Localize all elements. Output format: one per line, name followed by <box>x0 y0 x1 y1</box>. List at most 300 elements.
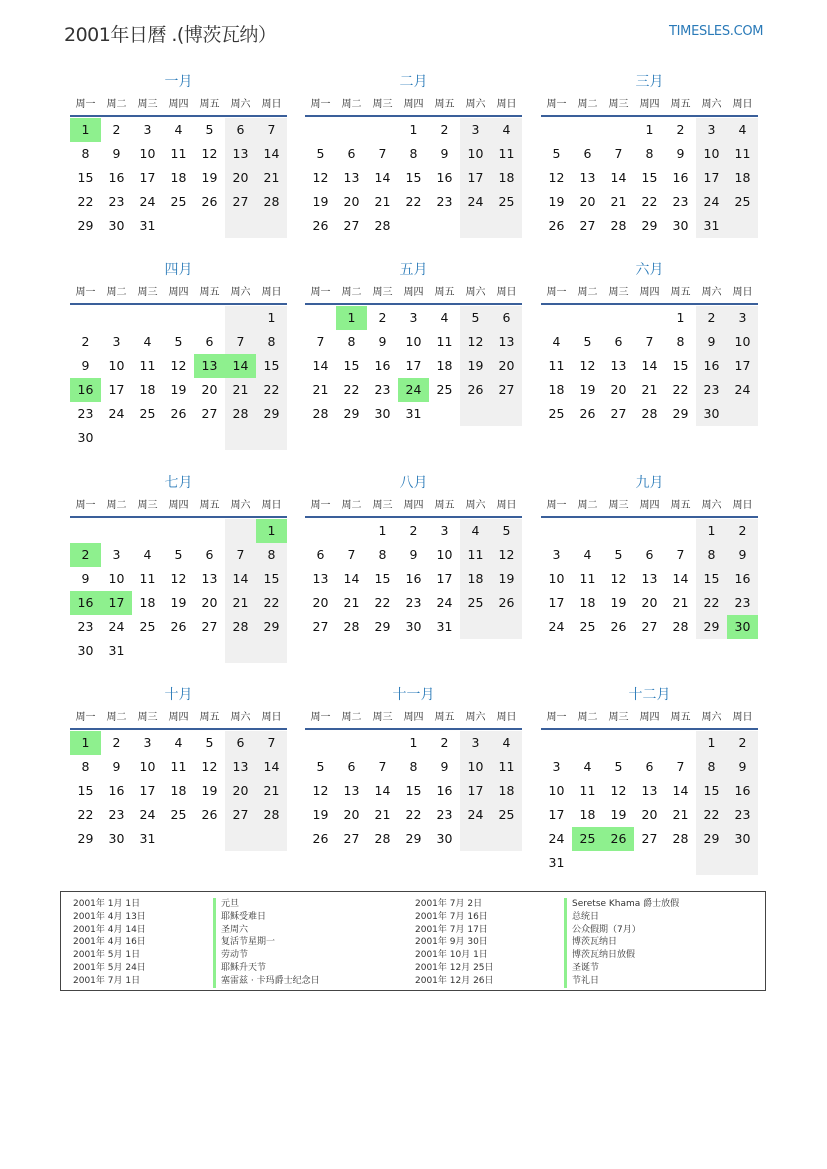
day-cell[interactable]: 27 <box>201 406 218 421</box>
day-cell[interactable]: 17 <box>139 783 156 798</box>
day-cell[interactable]: 1 <box>70 731 101 755</box>
day-cell[interactable]: 25 <box>727 190 758 214</box>
day-cell[interactable]: 16 <box>108 170 125 185</box>
day-cell[interactable]: 9 <box>112 759 121 774</box>
day-cell[interactable]: 26 <box>548 218 565 233</box>
day-cell[interactable]: 5 <box>614 759 623 774</box>
day-cell[interactable]: 13 <box>312 571 329 586</box>
day-cell[interactable]: 21 <box>256 779 287 803</box>
day-cell[interactable]: 27 <box>610 406 627 421</box>
day-cell[interactable]: 29 <box>256 615 287 639</box>
day-cell[interactable]: 19 <box>548 194 565 209</box>
day-cell[interactable]: 13 <box>491 330 522 354</box>
day-cell[interactable]: 18 <box>579 807 596 822</box>
day-cell[interactable]: 20 <box>641 595 658 610</box>
day-cell[interactable]: 15 <box>405 170 422 185</box>
day-cell[interactable]: 7 <box>676 547 685 562</box>
day-cell[interactable]: 2 <box>112 122 121 137</box>
day-cell[interactable]: 17 <box>727 354 758 378</box>
day-cell[interactable]: 24 <box>436 595 453 610</box>
day-cell[interactable]: 24 <box>398 378 429 402</box>
day-cell[interactable]: 6 <box>583 146 592 161</box>
day-cell[interactable]: 2 <box>112 735 121 750</box>
day-cell[interactable]: 23 <box>77 406 94 421</box>
day-cell[interactable]: 10 <box>460 142 491 166</box>
day-cell[interactable]: 10 <box>139 759 156 774</box>
day-cell[interactable]: 19 <box>312 194 329 209</box>
day-cell[interactable]: 3 <box>727 306 758 330</box>
day-cell[interactable]: 8 <box>696 543 727 567</box>
day-cell[interactable]: 16 <box>70 591 101 615</box>
day-cell[interactable]: 30 <box>108 218 125 233</box>
day-cell[interactable]: 23 <box>727 591 758 615</box>
day-cell[interactable]: 16 <box>672 170 689 185</box>
day-cell[interactable]: 18 <box>491 166 522 190</box>
day-cell[interactable]: 11 <box>727 142 758 166</box>
day-cell[interactable]: 5 <box>205 735 214 750</box>
day-cell[interactable]: 20 <box>201 382 218 397</box>
day-cell[interactable]: 27 <box>641 619 658 634</box>
day-cell[interactable]: 24 <box>139 807 156 822</box>
day-cell[interactable]: 14 <box>374 170 391 185</box>
day-cell[interactable]: 20 <box>491 354 522 378</box>
day-cell[interactable]: 27 <box>312 619 329 634</box>
day-cell[interactable]: 4 <box>727 118 758 142</box>
day-cell[interactable]: 22 <box>77 807 94 822</box>
day-cell[interactable]: 9 <box>440 146 449 161</box>
day-cell[interactable]: 18 <box>436 358 453 373</box>
day-cell[interactable]: 1 <box>256 519 287 543</box>
day-cell[interactable]: 14 <box>672 783 689 798</box>
day-cell[interactable]: 9 <box>81 571 90 586</box>
day-cell[interactable]: 19 <box>312 807 329 822</box>
day-cell[interactable]: 26 <box>170 619 187 634</box>
day-cell[interactable]: 17 <box>460 166 491 190</box>
day-cell[interactable]: 30 <box>727 827 758 851</box>
day-cell[interactable]: 14 <box>343 571 360 586</box>
day-cell[interactable]: 6 <box>645 547 654 562</box>
day-cell[interactable]: 27 <box>201 619 218 634</box>
day-cell[interactable]: 21 <box>225 591 256 615</box>
day-cell[interactable]: 2 <box>409 523 418 538</box>
day-cell[interactable]: 29 <box>672 406 689 421</box>
day-cell[interactable]: 8 <box>696 755 727 779</box>
day-cell[interactable]: 1 <box>645 122 654 137</box>
day-cell[interactable]: 25 <box>139 619 156 634</box>
day-cell[interactable]: 27 <box>343 218 360 233</box>
day-cell[interactable]: 22 <box>256 378 287 402</box>
day-cell[interactable]: 5 <box>491 519 522 543</box>
day-cell[interactable]: 12 <box>170 571 187 586</box>
day-cell[interactable]: 22 <box>641 194 658 209</box>
day-cell[interactable]: 28 <box>672 831 689 846</box>
day-cell[interactable]: 11 <box>139 358 156 373</box>
day-cell[interactable]: 11 <box>579 783 596 798</box>
day-cell[interactable]: 14 <box>610 170 627 185</box>
day-cell[interactable]: 5 <box>174 334 183 349</box>
day-cell[interactable]: 2 <box>676 122 685 137</box>
day-cell[interactable]: 1 <box>409 122 418 137</box>
day-cell[interactable]: 12 <box>579 358 596 373</box>
day-cell[interactable]: 28 <box>312 406 329 421</box>
day-cell[interactable]: 30 <box>696 402 727 426</box>
day-cell[interactable]: 3 <box>112 547 121 562</box>
day-cell[interactable]: 10 <box>108 358 125 373</box>
day-cell[interactable]: 11 <box>460 543 491 567</box>
day-cell[interactable]: 9 <box>378 334 387 349</box>
day-cell[interactable]: 6 <box>645 759 654 774</box>
day-cell[interactable]: 11 <box>548 358 565 373</box>
day-cell[interactable]: 12 <box>170 358 187 373</box>
day-cell[interactable]: 4 <box>174 735 183 750</box>
day-cell[interactable]: 29 <box>696 827 727 851</box>
day-cell[interactable]: 13 <box>641 783 658 798</box>
day-cell[interactable]: 8 <box>409 759 418 774</box>
day-cell[interactable]: 15 <box>343 358 360 373</box>
day-cell[interactable]: 5 <box>205 122 214 137</box>
day-cell[interactable]: 7 <box>645 334 654 349</box>
day-cell[interactable]: 15 <box>405 783 422 798</box>
day-cell[interactable]: 28 <box>672 619 689 634</box>
day-cell[interactable]: 2 <box>440 122 449 137</box>
day-cell[interactable]: 30 <box>672 218 689 233</box>
day-cell[interactable]: 25 <box>436 382 453 397</box>
day-cell[interactable]: 2 <box>81 334 90 349</box>
day-cell[interactable]: 14 <box>225 567 256 591</box>
day-cell[interactable]: 26 <box>491 591 522 615</box>
day-cell[interactable]: 26 <box>201 807 218 822</box>
day-cell[interactable]: 14 <box>256 142 287 166</box>
day-cell[interactable]: 20 <box>343 194 360 209</box>
day-cell[interactable]: 25 <box>548 406 565 421</box>
day-cell[interactable]: 22 <box>696 591 727 615</box>
day-cell[interactable]: 8 <box>378 547 387 562</box>
day-cell[interactable]: 15 <box>696 567 727 591</box>
day-cell[interactable]: 23 <box>727 803 758 827</box>
day-cell[interactable]: 28 <box>374 831 391 846</box>
day-cell[interactable]: 28 <box>256 803 287 827</box>
day-cell[interactable]: 11 <box>170 146 187 161</box>
day-cell[interactable]: 23 <box>77 619 94 634</box>
day-cell[interactable]: 12 <box>610 783 627 798</box>
day-cell[interactable]: 22 <box>77 194 94 209</box>
day-cell[interactable]: 20 <box>312 595 329 610</box>
day-cell[interactable]: 10 <box>139 146 156 161</box>
day-cell[interactable]: 30 <box>108 831 125 846</box>
day-cell[interactable]: 25 <box>139 406 156 421</box>
day-cell[interactable]: 15 <box>672 358 689 373</box>
day-cell[interactable]: 20 <box>610 382 627 397</box>
day-cell[interactable]: 22 <box>256 591 287 615</box>
day-cell[interactable]: 13 <box>610 358 627 373</box>
day-cell[interactable]: 31 <box>108 643 125 658</box>
day-cell[interactable]: 10 <box>405 334 422 349</box>
day-cell[interactable]: 3 <box>460 731 491 755</box>
day-cell[interactable]: 4 <box>491 118 522 142</box>
day-cell[interactable]: 19 <box>170 382 187 397</box>
day-cell[interactable]: 3 <box>552 547 561 562</box>
day-cell[interactable]: 13 <box>579 170 596 185</box>
day-cell[interactable]: 17 <box>139 170 156 185</box>
day-cell[interactable]: 12 <box>548 170 565 185</box>
day-cell[interactable]: 15 <box>374 571 391 586</box>
day-cell[interactable]: 24 <box>548 619 565 634</box>
day-cell[interactable]: 20 <box>201 595 218 610</box>
day-cell[interactable]: 1 <box>336 306 367 330</box>
day-cell[interactable]: 28 <box>256 190 287 214</box>
day-cell[interactable]: 21 <box>374 807 391 822</box>
day-cell[interactable]: 30 <box>77 430 94 445</box>
day-cell[interactable]: 14 <box>312 358 329 373</box>
day-cell[interactable]: 3 <box>440 523 449 538</box>
day-cell[interactable]: 5 <box>614 547 623 562</box>
day-cell[interactable]: 29 <box>343 406 360 421</box>
day-cell[interactable]: 10 <box>696 142 727 166</box>
day-cell[interactable]: 21 <box>610 194 627 209</box>
day-cell[interactable]: 7 <box>225 543 256 567</box>
day-cell[interactable]: 4 <box>552 334 561 349</box>
day-cell[interactable]: 14 <box>641 358 658 373</box>
day-cell[interactable]: 3 <box>552 759 561 774</box>
day-cell[interactable]: 12 <box>491 543 522 567</box>
day-cell[interactable]: 23 <box>672 194 689 209</box>
day-cell[interactable]: 13 <box>343 170 360 185</box>
day-cell[interactable]: 7 <box>256 118 287 142</box>
day-cell[interactable]: 16 <box>405 571 422 586</box>
day-cell[interactable]: 19 <box>610 595 627 610</box>
day-cell[interactable]: 16 <box>696 354 727 378</box>
day-cell[interactable]: 25 <box>579 619 596 634</box>
day-cell[interactable]: 6 <box>225 731 256 755</box>
day-cell[interactable]: 27 <box>225 803 256 827</box>
day-cell[interactable]: 14 <box>256 755 287 779</box>
day-cell[interactable]: 3 <box>460 118 491 142</box>
day-cell[interactable]: 9 <box>409 547 418 562</box>
day-cell[interactable]: 18 <box>170 170 187 185</box>
day-cell[interactable]: 23 <box>436 194 453 209</box>
day-cell[interactable]: 28 <box>641 406 658 421</box>
day-cell[interactable]: 9 <box>112 146 121 161</box>
day-cell[interactable]: 25 <box>460 591 491 615</box>
day-cell[interactable]: 11 <box>491 142 522 166</box>
day-cell[interactable]: 25 <box>572 827 603 851</box>
day-cell[interactable]: 29 <box>77 831 94 846</box>
day-cell[interactable]: 6 <box>347 759 356 774</box>
day-cell[interactable]: 12 <box>610 571 627 586</box>
day-cell[interactable]: 8 <box>81 759 90 774</box>
day-cell[interactable]: 24 <box>139 194 156 209</box>
day-cell[interactable]: 25 <box>491 190 522 214</box>
day-cell[interactable]: 31 <box>139 831 156 846</box>
day-cell[interactable]: 5 <box>460 306 491 330</box>
day-cell[interactable]: 5 <box>583 334 592 349</box>
day-cell[interactable]: 20 <box>579 194 596 209</box>
day-cell[interactable]: 20 <box>641 807 658 822</box>
day-cell[interactable]: 14 <box>672 571 689 586</box>
day-cell[interactable]: 2 <box>727 731 758 755</box>
day-cell[interactable]: 19 <box>170 595 187 610</box>
day-cell[interactable]: 18 <box>170 783 187 798</box>
day-cell[interactable]: 27 <box>579 218 596 233</box>
day-cell[interactable]: 23 <box>108 807 125 822</box>
day-cell[interactable]: 1 <box>70 118 101 142</box>
day-cell[interactable]: 1 <box>676 310 685 325</box>
day-cell[interactable]: 18 <box>579 595 596 610</box>
day-cell[interactable]: 5 <box>552 146 561 161</box>
day-cell[interactable]: 18 <box>139 382 156 397</box>
day-cell[interactable]: 1 <box>696 731 727 755</box>
day-cell[interactable]: 19 <box>201 783 218 798</box>
day-cell[interactable]: 24 <box>548 831 565 846</box>
day-cell[interactable]: 3 <box>143 735 152 750</box>
day-cell[interactable]: 3 <box>143 122 152 137</box>
day-cell[interactable]: 21 <box>225 378 256 402</box>
day-cell[interactable]: 1 <box>378 523 387 538</box>
day-cell[interactable]: 6 <box>205 334 214 349</box>
day-cell[interactable]: 29 <box>641 218 658 233</box>
day-cell[interactable]: 2 <box>70 543 101 567</box>
day-cell[interactable]: 22 <box>405 807 422 822</box>
day-cell[interactable]: 5 <box>316 146 325 161</box>
day-cell[interactable]: 4 <box>460 519 491 543</box>
day-cell[interactable]: 27 <box>641 831 658 846</box>
day-cell[interactable]: 20 <box>225 166 256 190</box>
day-cell[interactable]: 23 <box>374 382 391 397</box>
day-cell[interactable]: 19 <box>579 382 596 397</box>
day-cell[interactable]: 21 <box>672 807 689 822</box>
day-cell[interactable]: 4 <box>143 334 152 349</box>
day-cell[interactable]: 18 <box>491 779 522 803</box>
day-cell[interactable]: 15 <box>256 354 287 378</box>
day-cell[interactable]: 8 <box>256 330 287 354</box>
day-cell[interactable]: 11 <box>436 334 453 349</box>
day-cell[interactable]: 1 <box>256 306 287 330</box>
brand-logo[interactable]: TIMESLES.COM <box>669 24 764 39</box>
day-cell[interactable]: 6 <box>205 547 214 562</box>
day-cell[interactable]: 16 <box>727 779 758 803</box>
day-cell[interactable]: 24 <box>696 190 727 214</box>
day-cell[interactable]: 13 <box>194 354 225 378</box>
day-cell[interactable]: 7 <box>256 731 287 755</box>
day-cell[interactable]: 9 <box>676 146 685 161</box>
day-cell[interactable]: 14 <box>225 354 256 378</box>
day-cell[interactable]: 22 <box>672 382 689 397</box>
day-cell[interactable]: 7 <box>378 146 387 161</box>
day-cell[interactable]: 6 <box>347 146 356 161</box>
day-cell[interactable]: 18 <box>727 166 758 190</box>
day-cell[interactable]: 22 <box>405 194 422 209</box>
day-cell[interactable]: 10 <box>436 547 453 562</box>
day-cell[interactable]: 26 <box>603 827 634 851</box>
day-cell[interactable]: 11 <box>139 571 156 586</box>
day-cell[interactable]: 21 <box>343 595 360 610</box>
day-cell[interactable]: 26 <box>170 406 187 421</box>
day-cell[interactable]: 19 <box>610 807 627 822</box>
day-cell[interactable]: 18 <box>139 595 156 610</box>
day-cell[interactable]: 24 <box>460 190 491 214</box>
day-cell[interactable]: 23 <box>405 595 422 610</box>
day-cell[interactable]: 24 <box>108 619 125 634</box>
day-cell[interactable]: 17 <box>460 779 491 803</box>
day-cell[interactable]: 15 <box>696 779 727 803</box>
day-cell[interactable]: 16 <box>70 378 101 402</box>
day-cell[interactable]: 19 <box>201 170 218 185</box>
day-cell[interactable]: 7 <box>614 146 623 161</box>
day-cell[interactable]: 12 <box>201 759 218 774</box>
day-cell[interactable]: 30 <box>77 643 94 658</box>
day-cell[interactable]: 8 <box>256 543 287 567</box>
day-cell[interactable]: 6 <box>316 547 325 562</box>
day-cell[interactable]: 25 <box>491 803 522 827</box>
day-cell[interactable]: 1 <box>696 519 727 543</box>
day-cell[interactable]: 15 <box>641 170 658 185</box>
day-cell[interactable]: 22 <box>374 595 391 610</box>
day-cell[interactable]: 8 <box>81 146 90 161</box>
day-cell[interactable]: 9 <box>440 759 449 774</box>
day-cell[interactable]: 17 <box>101 591 132 615</box>
day-cell[interactable]: 15 <box>77 170 94 185</box>
day-cell[interactable]: 30 <box>727 615 758 639</box>
day-cell[interactable]: 19 <box>460 354 491 378</box>
day-cell[interactable]: 16 <box>436 170 453 185</box>
day-cell[interactable]: 16 <box>727 567 758 591</box>
day-cell[interactable]: 5 <box>316 759 325 774</box>
day-cell[interactable]: 29 <box>256 402 287 426</box>
day-cell[interactable]: 4 <box>143 547 152 562</box>
day-cell[interactable]: 17 <box>548 595 565 610</box>
day-cell[interactable]: 2 <box>378 310 387 325</box>
day-cell[interactable]: 9 <box>727 543 758 567</box>
day-cell[interactable]: 14 <box>374 783 391 798</box>
day-cell[interactable]: 26 <box>201 194 218 209</box>
day-cell[interactable]: 17 <box>548 807 565 822</box>
day-cell[interactable]: 17 <box>108 382 125 397</box>
day-cell[interactable]: 24 <box>727 378 758 402</box>
day-cell[interactable]: 6 <box>614 334 623 349</box>
day-cell[interactable]: 26 <box>312 218 329 233</box>
day-cell[interactable]: 26 <box>460 378 491 402</box>
day-cell[interactable]: 2 <box>727 519 758 543</box>
day-cell[interactable]: 26 <box>312 831 329 846</box>
day-cell[interactable]: 22 <box>696 803 727 827</box>
day-cell[interactable]: 23 <box>696 378 727 402</box>
day-cell[interactable]: 8 <box>409 146 418 161</box>
day-cell[interactable]: 2 <box>440 735 449 750</box>
day-cell[interactable]: 9 <box>81 358 90 373</box>
day-cell[interactable]: 31 <box>405 406 422 421</box>
day-cell[interactable]: 21 <box>641 382 658 397</box>
day-cell[interactable]: 30 <box>436 831 453 846</box>
day-cell[interactable]: 10 <box>548 783 565 798</box>
day-cell[interactable]: 13 <box>343 783 360 798</box>
day-cell[interactable]: 21 <box>672 595 689 610</box>
day-cell[interactable]: 12 <box>312 170 329 185</box>
day-cell[interactable]: 23 <box>108 194 125 209</box>
day-cell[interactable]: 29 <box>77 218 94 233</box>
day-cell[interactable]: 30 <box>405 619 422 634</box>
day-cell[interactable]: 28 <box>343 619 360 634</box>
day-cell[interactable]: 16 <box>108 783 125 798</box>
day-cell[interactable]: 13 <box>225 142 256 166</box>
day-cell[interactable]: 20 <box>343 807 360 822</box>
day-cell[interactable]: 6 <box>491 306 522 330</box>
day-cell[interactable]: 13 <box>201 571 218 586</box>
day-cell[interactable]: 15 <box>256 567 287 591</box>
day-cell[interactable]: 31 <box>696 214 727 238</box>
day-cell[interactable]: 4 <box>583 547 592 562</box>
day-cell[interactable]: 21 <box>374 194 391 209</box>
day-cell[interactable]: 3 <box>409 310 418 325</box>
